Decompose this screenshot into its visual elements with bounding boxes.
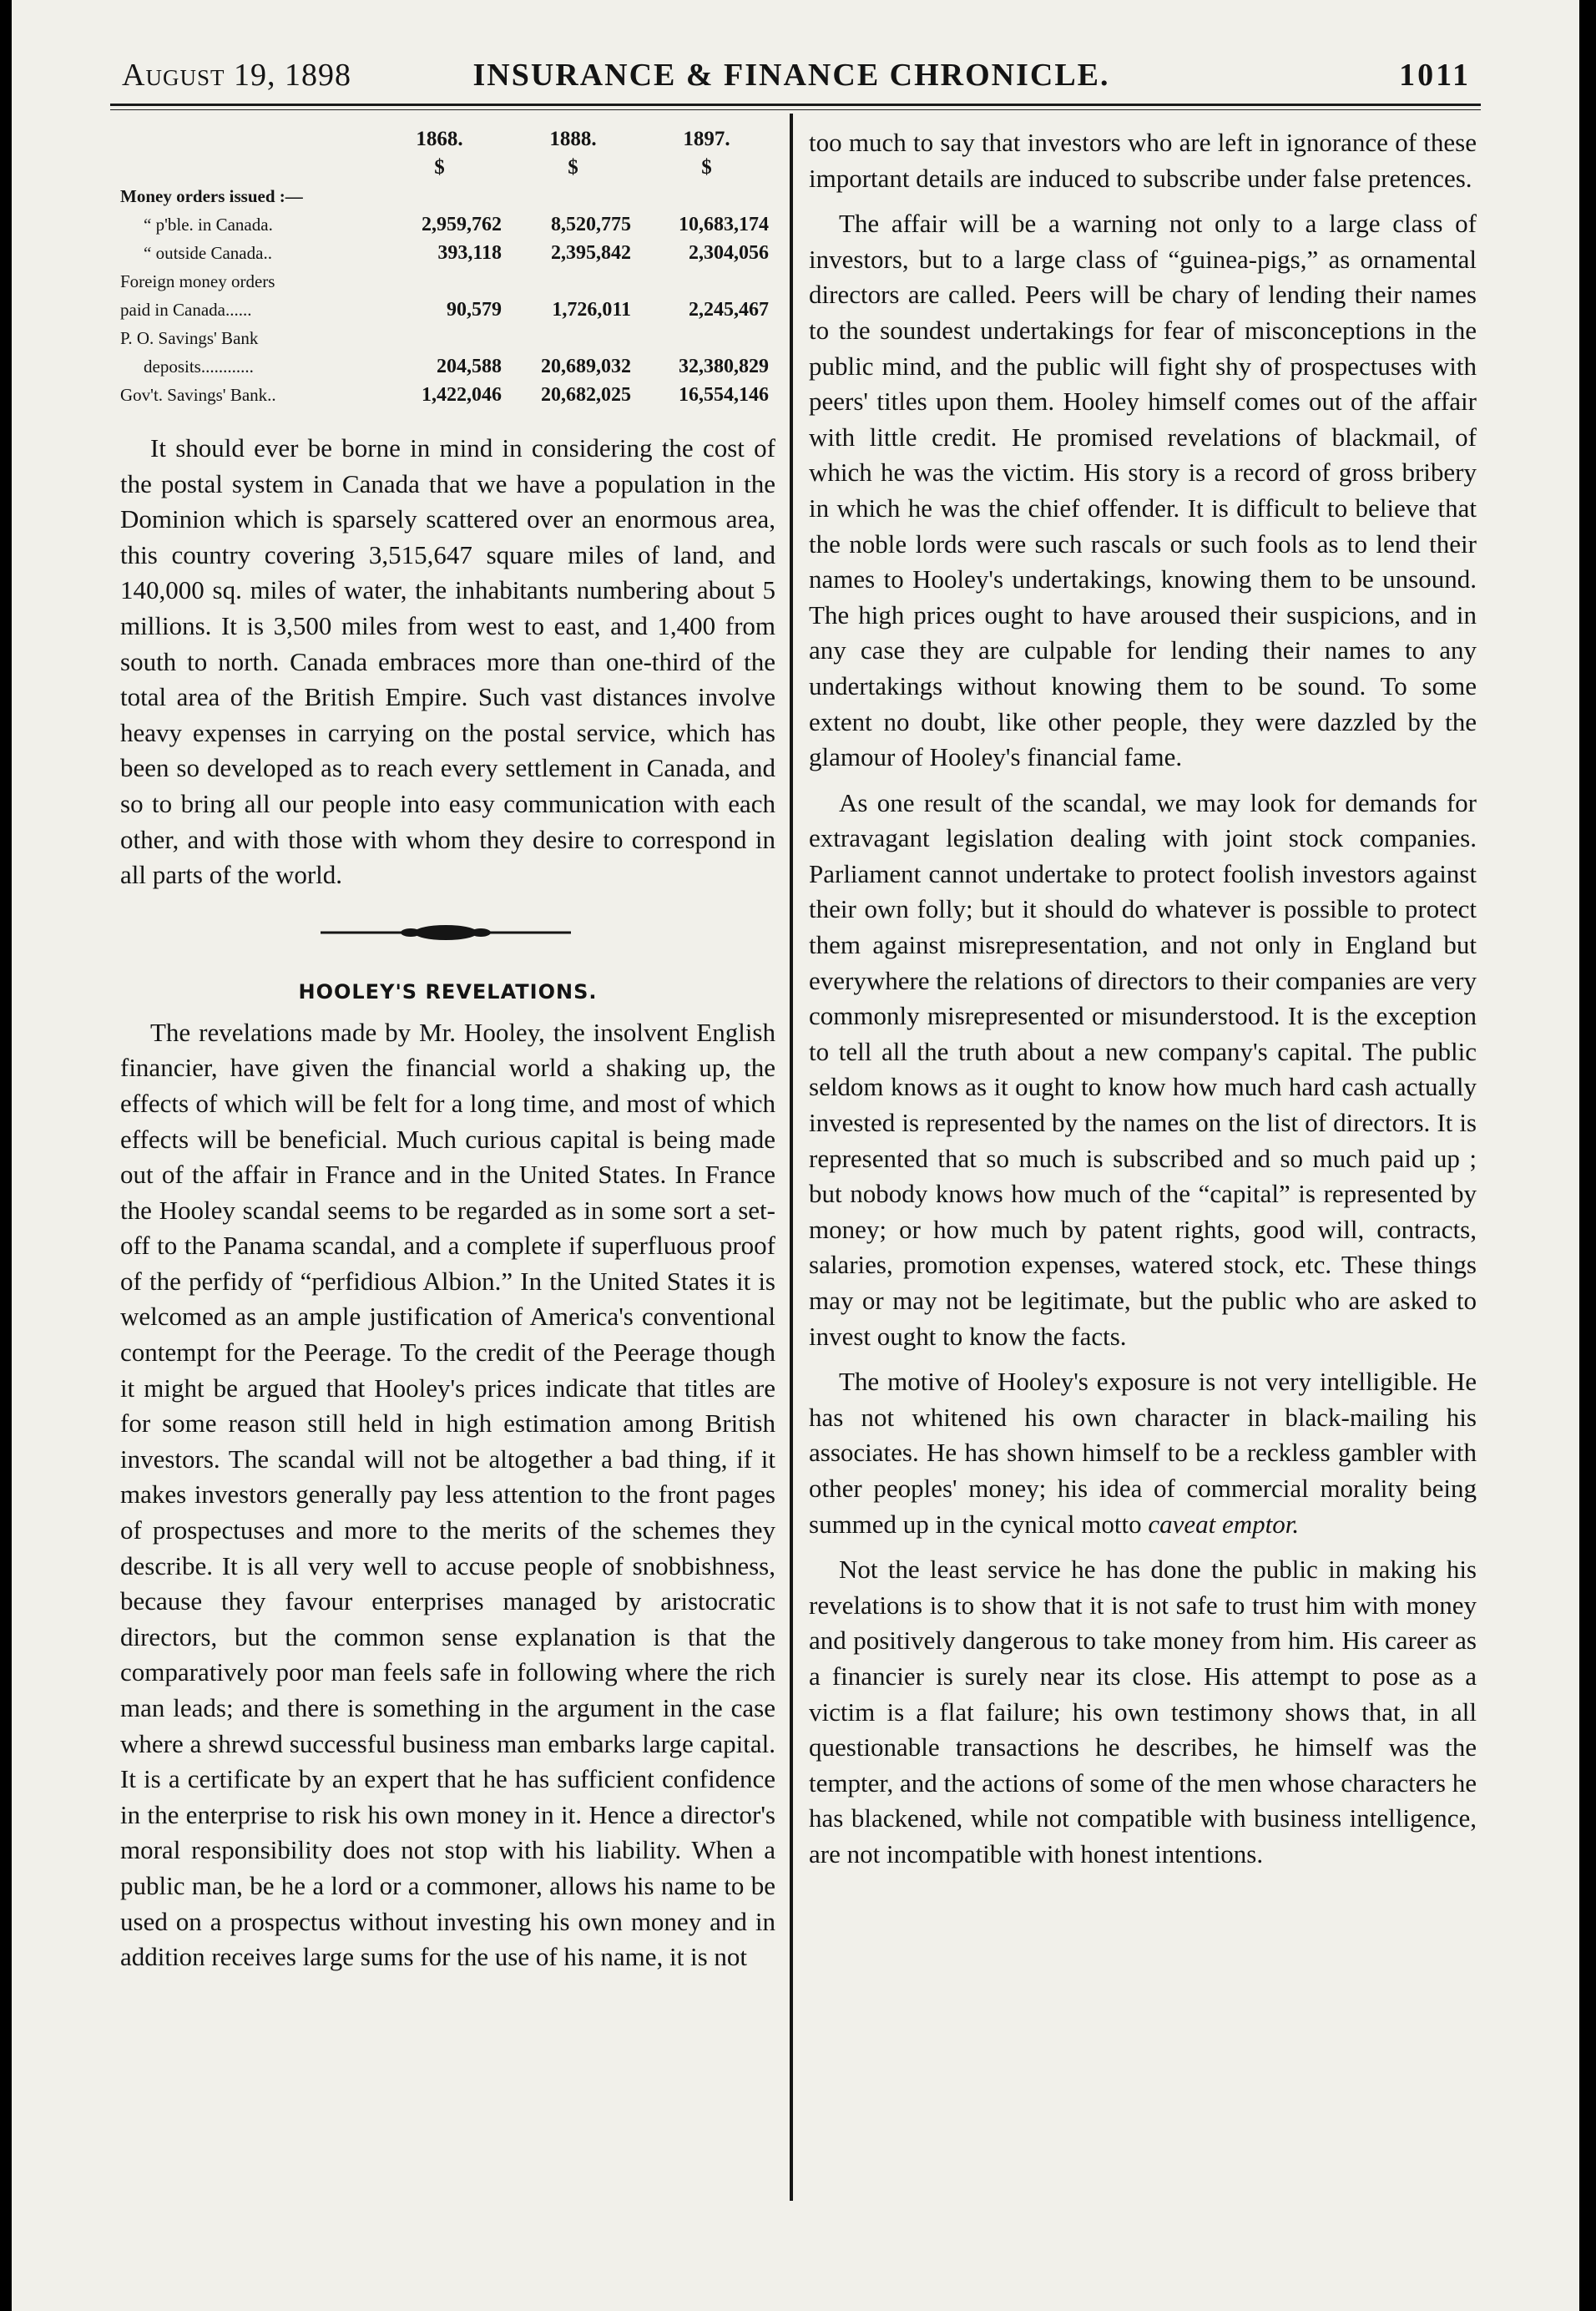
article-heading: HOOLEY'S REVELATIONS. xyxy=(298,979,598,1004)
header-rule-thin xyxy=(110,109,1481,110)
table-cell: 16,554,146 xyxy=(679,384,769,406)
page-header xyxy=(112,57,1471,102)
table-row xyxy=(120,324,775,352)
article-paragraph xyxy=(809,1364,1477,1542)
section-label: Money orders issued :— xyxy=(120,186,303,206)
article-paragraph-continued: too much to say that investors who are left in ignorance of these important details are induced to subscribe under false pretences. xyxy=(809,128,1477,193)
table-cell: 2,304,056 xyxy=(689,242,769,264)
currency-symbol: $ xyxy=(568,156,578,179)
table-row xyxy=(120,239,775,267)
table-cell: 2,959,762 xyxy=(422,214,502,235)
year-header: 1888. xyxy=(549,128,597,150)
table-cell: 1,422,046 xyxy=(422,384,502,406)
table-cell: 2,395,842 xyxy=(551,242,631,264)
article-paragraph: Not the least service he has done the public in making his revelations is to show that it is not safe to trust him with money and positively dangerous to take money from him. His career as a financier is surely near its close. His attempt to pose as a victim is a flat failure; his own testimony shows that, in all questionable transactions he describes, he himself was the tempter, and the actions of some of the men whose characters he has blackened, while not compatible with business intelligence, are not incompatible with honest intentions. xyxy=(809,1555,1477,1869)
table-row xyxy=(120,381,775,409)
table-cell: 20,689,032 xyxy=(541,356,631,377)
table-header-years xyxy=(120,125,775,154)
newspaper-page xyxy=(12,0,1579,2311)
article-paragraph: The revelations made by Mr. Hooley, the insolvent English financier, have given the financial world a shaking up, the effects of which will be felt for a long time, and most of which effects will be beneficial. Much curious capital is being made out of the affair in France and in the United States. In France the Hooley scandal seems to be regarded as in some sort a set-off to the Panama scandal, and a complete if superfluous proof of the perfidy of “perfidious Albion.” In the United States it is welcomed as an ample justification of America's conventional contempt for the Peerage. To the credit of the Peerage though it might be argued that Hooley's prices indicate that titles are for some reason still held in high estimation among British investors. The scandal will not be altogether a bad thing, if it makes investors generally pay less attention to the front pages of prospectuses and more to the merits of the schemes they describe. It is all very well to accuse people of snobbishness, because they favour enterprises managed by aristocratic directors, but the common sense explanation is that the comparatively poor man feels safe in following where the rich man leads; and there is something in the argument in the case where a shrewd successful business man embarks large capital. It is a certificate by an expert that he has sufficient confidence in the enterprise to risk his own money in it. Hence a director's moral responsibility does not stop with his liability. When a public man, be he a lord or a commoner, allows his name to be used on a prospectus without investing his own money and in addition receives large sums for the use of his name, it is not xyxy=(120,1017,775,1972)
table-cell: 1,726,011 xyxy=(552,299,631,321)
table-header-currency xyxy=(120,154,775,182)
row-label: P. O. Savings' Bank xyxy=(120,328,259,348)
table-cell: 20,682,025 xyxy=(541,384,631,406)
table-cell: 8,520,775 xyxy=(551,214,631,235)
right-column xyxy=(809,125,1477,1873)
currency-symbol: $ xyxy=(434,156,445,179)
page-number: 1011 xyxy=(1399,58,1471,93)
table-section-label xyxy=(120,182,775,210)
paragraph-text: The motive of Hooley's exposure is not very intelligible. He has not whitened his own character in black-mailing his associates. He has shown himself to be a reckless gambler with other peoples' money; his idea of commercial morality being summed up in the cynical motto xyxy=(809,1367,1477,1539)
table-cell: 393,118 xyxy=(437,242,502,264)
table-cell: 2,245,467 xyxy=(689,299,769,321)
row-label: “ outside Canada.. xyxy=(144,243,272,263)
table-cell: 32,380,829 xyxy=(679,356,769,377)
year-header: 1897. xyxy=(683,128,730,150)
table-row xyxy=(120,296,775,324)
left-column xyxy=(120,125,775,1975)
table-cell: 10,683,174 xyxy=(679,214,769,235)
table-cell: 204,588 xyxy=(437,356,502,377)
table-row xyxy=(120,352,775,381)
table-cell: 90,579 xyxy=(447,299,502,321)
postal-statistics-table xyxy=(120,125,775,409)
article-paragraph: The affair will be a warning not only to a large class of investors, but to a large class of “guinea-pigs,” as ornamental directors are called. Peers will be chary of lending their names to the soundest undertakings for fear of misconceptions in the public mind, and the public will fight shy of prospectuses with peers' titles upon them. Hooley himself comes out of the affair with little credit. He promised revelations of blackmail, of which he was the victim. His story is a record of gross bribery in which he was the chief offender. It is difficult to believe that the noble lords were such rascals or such fools as to lend their names to Hooley's undertakings, knowing them to be unsound. The high prices ought to have aroused their suspicions, and in any case they are culpable for lending their names to any undertakings without knowing them to be sound. To some extent no doubt, like other people, they were dazzled by the glamour of Hooley's financial fame. xyxy=(809,209,1477,772)
section-ornament xyxy=(120,907,775,965)
row-label: Foreign money orders xyxy=(120,271,275,291)
row-label: Gov't. Savings' Bank.. xyxy=(120,385,276,405)
table-row xyxy=(120,267,775,296)
publication-title: INSURANCE & FINANCE CHRONICLE. xyxy=(472,58,1110,93)
postal-system-paragraph: It should ever be borne in mind in considering the cost of the postal system in Canada that we have a population in the Dominion which is sparsely scattered over an enormous area, this country covering 3,515,647 square miles of land, and 140,000 sq. miles of water, the inhabitants numbering about 5 millions. It is 3,500 miles from west to east, and 1,400 from south to north. Canada embraces more than one-third of the total area of the British Empire. Such vast distances involve heavy expenses in carrying on the postal service, which has been so developed as to reach every settlement in Canada, and so to bring all our people into easy communication with each other, and with those with whom they desire to correspond in all parts of the world. xyxy=(120,433,775,890)
latin-motto: caveat emptor. xyxy=(1148,1509,1300,1539)
column-divider xyxy=(790,114,793,2201)
row-label: “ p'ble. in Canada. xyxy=(144,215,273,235)
table-row xyxy=(120,210,775,239)
article-paragraph: As one result of the scandal, we may look for demands for extravagant legislation dealing with joint stock companies. Parliament cannot undertake to protect foolish investors against their own folly; but it should do whatever is possible to protect them against misrepresentation, and not only in England but everywhere the relations of directors to their companies are very commonly misrepresented or misunderstood. It is the exception to tell all the truth about a new company's capital. The public seldom knows as it ought to know how much hard cash actually invested is represented by the names on the list of directors. It is represented that so much is subscribed and so much paid up ; but nobody knows how much of the “capital” is represented by money; or how much by patent rights, good will, contracts, salaries, promotion expenses, watered stock, etc. These things may or may not be legitimate, but the public who are asked to invest ought to know the facts. xyxy=(809,787,1477,1351)
row-label: paid in Canada...... xyxy=(120,300,252,320)
ornament-divider-icon xyxy=(321,920,571,945)
header-rule xyxy=(110,104,1481,106)
year-header: 1868. xyxy=(416,128,463,150)
issue-date: August 19, 1898 xyxy=(122,58,351,93)
currency-symbol: $ xyxy=(701,156,712,179)
row-label: deposits............ xyxy=(144,357,254,377)
